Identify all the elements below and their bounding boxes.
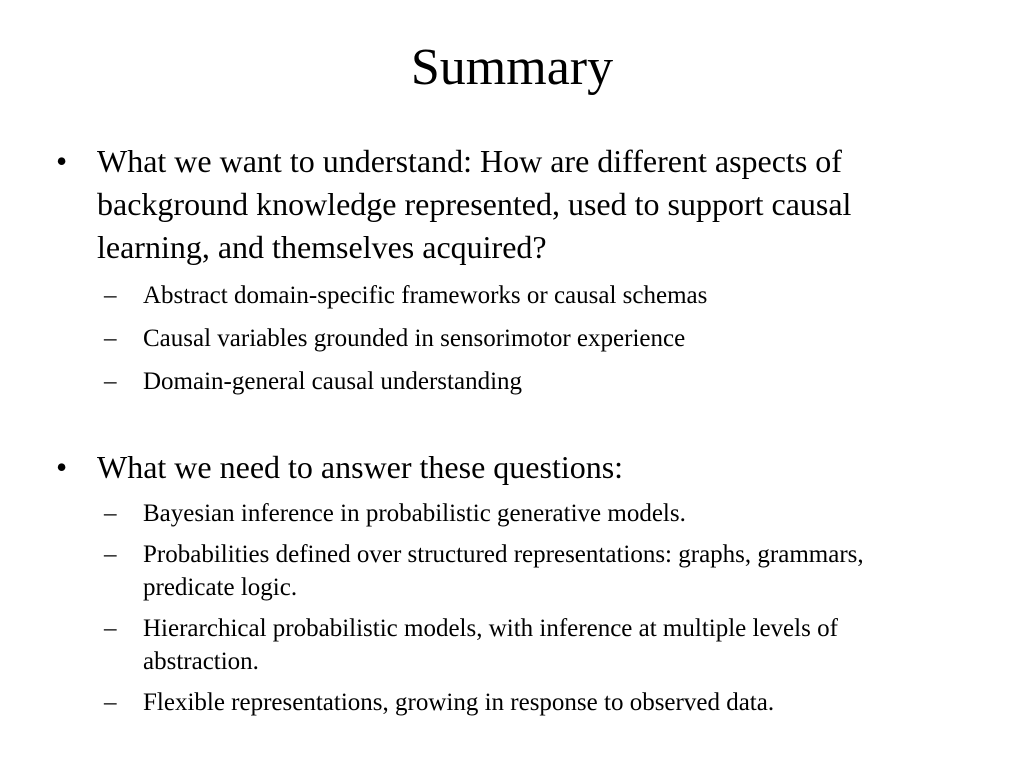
- dash-marker: –: [104, 615, 117, 642]
- sub-bullet-text: Domain-general causal understanding: [143, 368, 523, 395]
- bullet-text: What we want to understand: How are different aspects of background knowledge represented, used to support causal learning, and themselves acquired?: [97, 143, 852, 265]
- sub-bullet: [56, 538, 956, 604]
- bullet-understand: [56, 140, 956, 398]
- sub-bullet: [56, 686, 956, 719]
- dash-marker: –: [104, 282, 117, 309]
- sub-bullet-text: Probabilities defined over structured representations: graphs, grammars, predicate logic.: [143, 541, 864, 601]
- sub-bullet: [56, 497, 956, 530]
- bullet-text: What we need to answer these questions:: [97, 449, 624, 485]
- sub-bullet: [56, 365, 956, 398]
- bullet-need: [56, 446, 956, 719]
- dash-marker: –: [104, 689, 117, 716]
- bullet-main-text: [56, 446, 956, 489]
- dash-marker: –: [104, 500, 117, 527]
- sub-bullet-text: Abstract domain-specific frameworks or causal schemas: [143, 282, 708, 309]
- sub-bullet-list: [56, 279, 956, 398]
- sub-bullet-text: Bayesian inference in probabilistic generative models.: [143, 500, 686, 527]
- bullet-marker: •: [56, 449, 68, 485]
- dash-marker: –: [104, 325, 117, 352]
- bullet-main-text: [56, 140, 956, 269]
- sub-bullet: [56, 612, 956, 678]
- sub-bullet-text: Hierarchical probabilistic models, with inference at multiple levels of abstraction.: [143, 615, 838, 675]
- sub-bullet: [56, 279, 956, 312]
- sub-bullet-text: Causal variables grounded in sensorimotor experience: [143, 325, 686, 352]
- sub-bullet-list: [56, 497, 956, 719]
- sub-bullet-text: Flexible representations, growing in response to observed data.: [143, 689, 775, 716]
- sub-bullet: [56, 322, 956, 355]
- bullet-marker: •: [56, 143, 68, 179]
- dash-marker: –: [104, 368, 117, 395]
- dash-marker: –: [104, 541, 117, 568]
- slide-title: Summary: [410, 39, 614, 96]
